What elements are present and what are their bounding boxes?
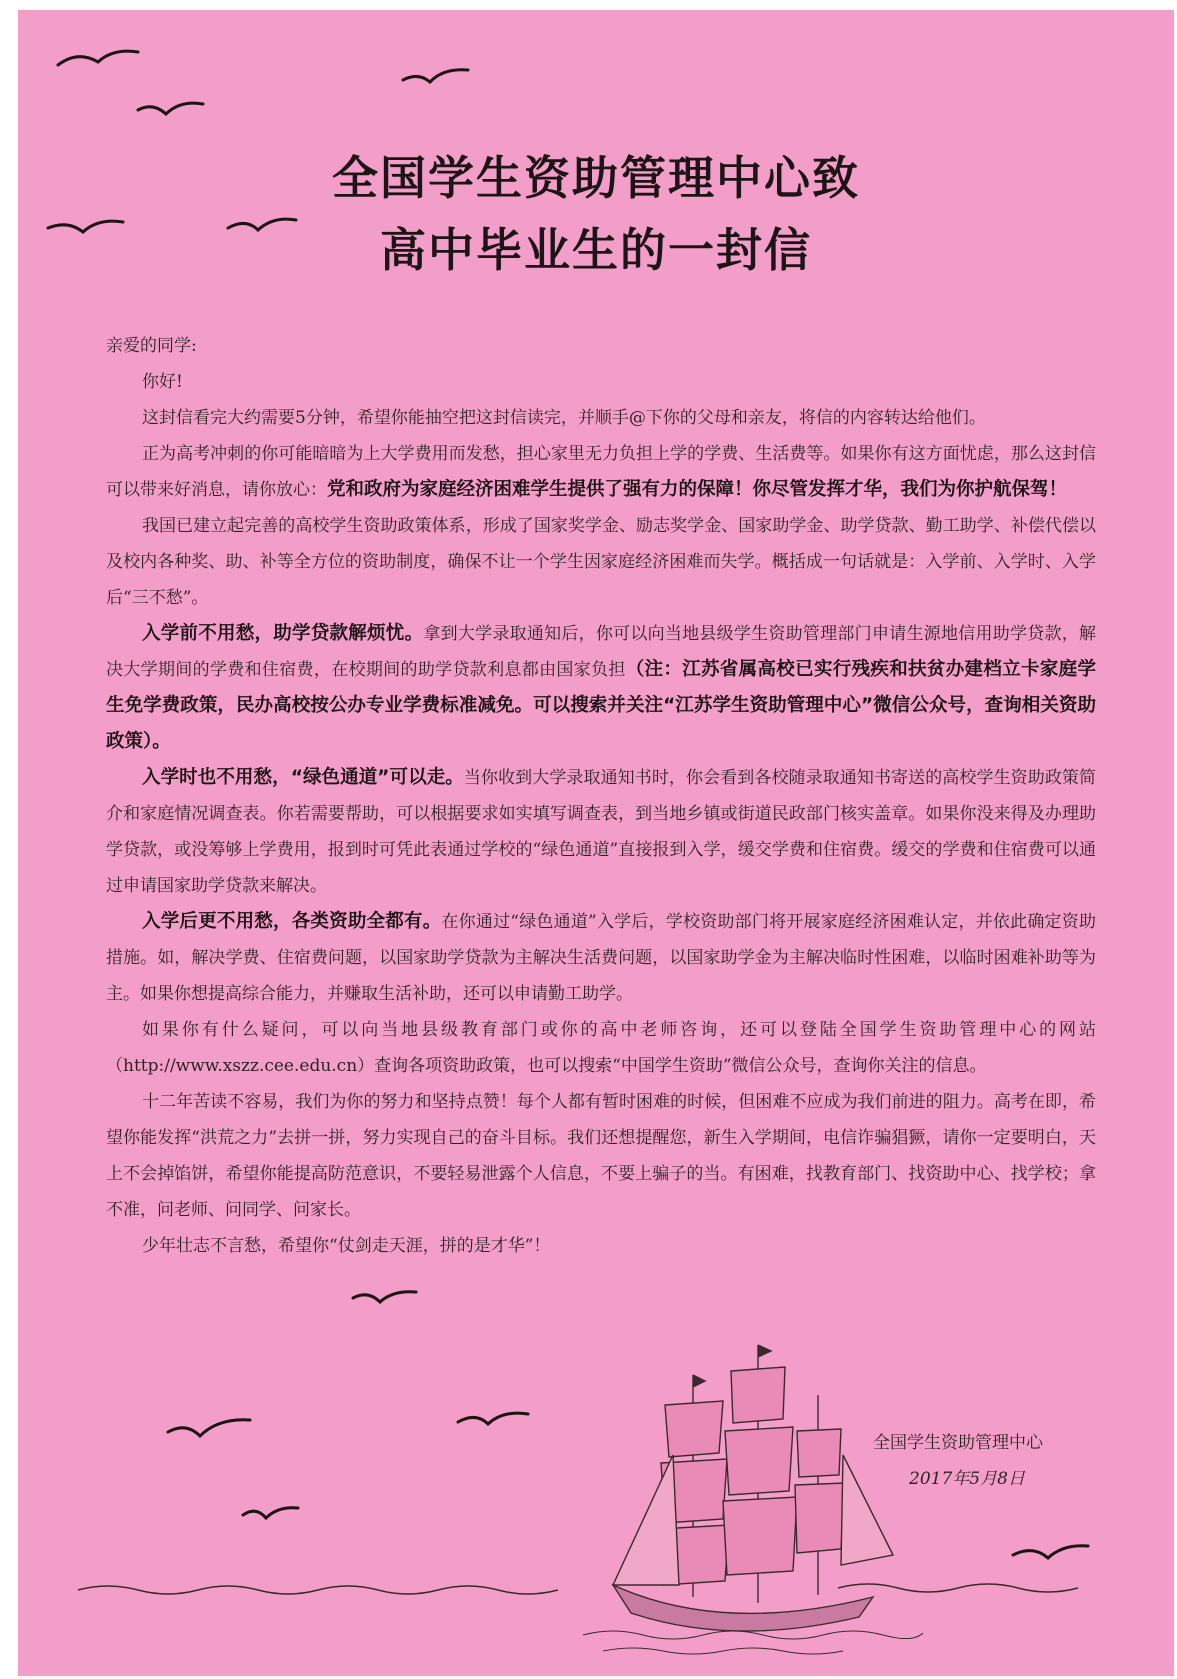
letter-page bbox=[18, 10, 1174, 1676]
seagull-icon bbox=[353, 1292, 416, 1302]
seagull-icon bbox=[168, 1420, 250, 1436]
letter-title bbox=[18, 142, 1174, 286]
paragraph-text: 正为高考冲刺的你可能暗暗为上大学费用而发愁，担心家里无力负担上学的学费、生活费等。如果你有这方面忧虑，那么这封信可以带来好消息，请你放心： bbox=[106, 444, 1096, 500]
paragraph-closing: 少年壮志不言愁，希望你“仗剑走天涯，拼的是才华”！ bbox=[142, 1236, 551, 1256]
signature-organization: 全国学生资助管理中心 bbox=[873, 1433, 1043, 1453]
title-line-1: 全国学生资助管理中心致 bbox=[332, 151, 860, 205]
seagull-icon bbox=[1013, 1546, 1088, 1558]
seagull-icon bbox=[458, 1413, 528, 1424]
paragraph-inquiries: 如果你有什么疑问，可以向当地县级教育部门或你的高中老师咨询，还可以登陆全国学生资助管理中心的网站（http://www.xszz.cee.edu.cn）查询各项资助政策，也可以搜索“中国学生资助”微信公众号，查询你关注的信息。 bbox=[106, 1020, 1096, 1076]
greeting: 你好! bbox=[142, 372, 183, 392]
paragraph-emphasis: 党和政府为家庭经济困难学生提供了强有力的保障！你尽管发挥才华，我们为你护航保驾！ bbox=[327, 479, 1068, 500]
paragraph-before-enrollment bbox=[106, 616, 1096, 760]
paragraph-encouragement: 十二年苦读不容易，我们为你的努力和坚持点赞！每个人都有暂时困难的时候，但困难不应成为我们前进的阻力。高考在即，希望你能发挥“洪荒之力”去拼一拼，努力实现自己的奋斗目标。我们还想提醒您，新生入学期间，电信诈骗猖獗，请你一定要明白，天上不会掉馅饼，希望你能提高防范意识，不要轻易泄露个人信息，不要上骗子的当。有困难，找教育部门、找资助中心、找学校；拿不准，问老师、问同学、问家长。 bbox=[106, 1092, 1096, 1220]
signature-date: 2017年5月8日 bbox=[909, 1469, 1025, 1489]
paragraph-heading: 入学时也不用愁，“绿色通道”可以走。 bbox=[142, 767, 464, 788]
paragraph-heading: 入学前不用愁，助学贷款解烦忧。 bbox=[142, 623, 424, 644]
letter-body bbox=[106, 328, 1096, 1264]
seagull-icon bbox=[403, 70, 468, 82]
seagull-icon bbox=[138, 103, 203, 114]
paragraph-heading: 入学后更不用愁，各类资助全都有。 bbox=[142, 911, 442, 932]
paragraph-policy-system: 我国已建立起完善的高校学生资助政策体系，形成了国家奖学金、励志奖学金、国家助学金、助学贷款、勤工助学、补偿代偿以及校内各种奖、助、补等全方位的资助制度，确保不让一个学生因家庭经济困难而失学。概括成一句话就是：入学前、入学时、入学后“三不愁”。 bbox=[106, 516, 1096, 608]
sea-waves bbox=[18, 1570, 1174, 1670]
seagull-icon bbox=[243, 1508, 298, 1518]
paragraph-note: （注：江苏省属高校已实行残疾和扶贫办建档立卡家庭学生免学费政策，民办高校按公办专业学费标准减免。可以搜索并关注“江苏学生资助管理中心”微信公众号，查询相关资助政策）。 bbox=[106, 659, 1096, 752]
title-line-2: 高中毕业生的一封信 bbox=[380, 223, 812, 277]
paragraph-text: 拿到大学录取通知后，你可以向当地县级学生资助管理部门申请生源地信用助学贷款，解决大学期间的学费和住宿费，在校期间的助学贷款利息都由国家负担 bbox=[106, 624, 1096, 680]
paragraph-text: 在你通过“绿色通道”入学后，学校资助部门将开展家庭经济困难认定，并依此确定资助措施。如，解决学费、住宿费问题，以国家助学贷款为主解决生活费问题，以国家助学金为主解决临时性困难，以临时困难补助等为主。如果你想提高综合能力，并赚取生活补助，还可以申请勤工助学。 bbox=[106, 912, 1096, 1004]
signature-block bbox=[873, 1425, 1123, 1497]
paragraph-worries bbox=[106, 436, 1096, 508]
seagull-icon bbox=[58, 51, 138, 65]
paragraph-during-enrollment bbox=[106, 760, 1096, 904]
salutation: 亲爱的同学: bbox=[106, 336, 197, 356]
paragraph-after-enrollment bbox=[106, 904, 1096, 1012]
paragraph-text: 当你收到大学录取通知书时，你会看到各校随录取通知书寄送的高校学生资助政策简介和家庭情况调查表。你若需要帮助，可以根据要求如实填写调查表，到当地乡镇或街道民政部门核实盖章。如果你没来得及办理助学贷款，或没筹够上学费用，报到时可凭此表通过学校的“绿色通道”直接报到入学，缓交学费和住宿费。缓交的学费和住宿费可以通过申请国家助学贷款来解决。 bbox=[106, 768, 1097, 896]
paragraph-intro: 这封信看完大约需要5分钟，希望你能抽空把这封信读完，并顺手@下你的父母和亲友，将信的内容转达给他们。 bbox=[142, 408, 986, 428]
